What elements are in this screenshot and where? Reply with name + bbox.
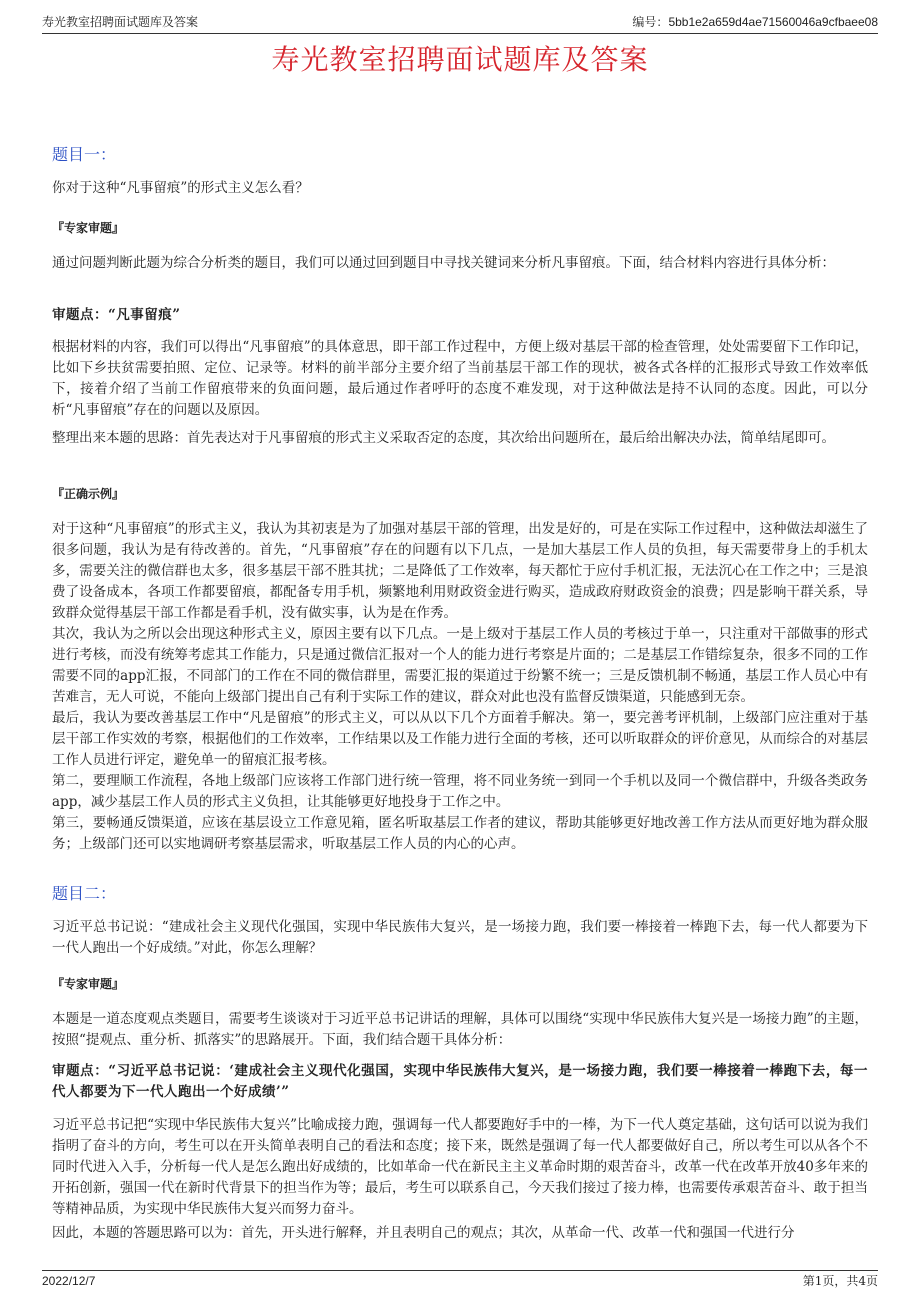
q2-answer-start: 因此，本题的答题思路可以为：首先，开头进行解释，并且表明自己的观点；其次，从革命一代、改革一代和强国一代进行分 bbox=[52, 1225, 795, 1241]
q1-answer-tag: 『正确示例』 bbox=[52, 487, 125, 501]
q2-expert-tag: 『专家审题』 bbox=[52, 977, 125, 991]
q2-analysis: 本题是一道态度观点类题目，需要考生谈谈对于习近平总书记讲话的理解，具体可以围绕“实现中华民族伟大复兴是一场接力跑”的主题，按照“提观点、重分析、抓落实”的思路展开。下面，我们结合题干具体分析： bbox=[52, 1011, 868, 1048]
q1-answer-paragraph: 其次，我认为之所以会出现这种形式主义，原因主要有以下几点。一是上级对于基层工作人员的考核过于单一，只注重对干部做事的形式进行考核，而没有统筹考虑其工作能力，只是通过微信汇报对一个人的能力进行考察是片面的；二是基层工作错综复杂，很多不同的工作需要不同的app汇报，不同部门的工作在不同的微信群里，需要汇报的渠道过于纷繁不统一；三是反馈机制不畅通，基层工作人员心中有苦难言，无人可说，不能向上级部门提出自己有利于实际工作的建议，群众对此也没有监督反馈渠道，只能感到无奈。 bbox=[52, 626, 868, 705]
q1-answer-paragraph: 第二，要理顺工作流程，各地上级部门应该将工作部门进行统一管理，将不同业务统一到同一个手机以及同一个微信群中，升级各类政务app，减少基层工作人员的形式主义负担，让其能够更好地投身于工作之中。 bbox=[52, 773, 868, 810]
q1-answer bbox=[52, 519, 868, 855]
q1-expert-tag: 『专家审题』 bbox=[52, 221, 125, 235]
q1-answer-paragraph: 最后，我认为要改善基层工作中“凡是留痕”的形式主义，可以从以下几个方面着手解决。第一，要完善考评机制，上级部门应注重对于基层干部工作实效的考察，根据他们的工作效率，工作结果以及工作能力进行全面的考核，还可以听取群众的评价意见，从而综合的对基层工作人员进行评定，避免单一的留痕汇报考核。 bbox=[52, 710, 868, 768]
q1-analysis: 通过问题判断此题为综合分析类的题目，我们可以通过回到题目中寻找关键词来分析凡事留痕。下面，结合材料内容进行具体分析： bbox=[52, 255, 835, 271]
q1-answer-paragraph: 对于这种“凡事留痕”的形式主义，我认为其初衷是为了加强对基层干部的管理，出发是好的，可是在实际工作过程中，这种做法却滋生了很多问题，我认为是有待改善的。首先，“凡事留痕”存在的问题有以下几点，一是加大基层工作人员的负担，每天需要带身上的手机太多，需要关注的微信群也太多，很多基层干部不胜其扰；二是降低了工作效率，每天都忙于应付手机汇报，无法沉心在工作之中；三是浪费了设备成本，各项工作都要留痕，都配备专用手机，频繁地利用财政资金进行购买，造成政府财政资金的浪费；四是影响干群关系，导致群众觉得基层干部工作都是看手机，没有做实事，认为是在作秀。 bbox=[52, 521, 868, 621]
q2-question: 习近平总书记说：“建成社会主义现代化强国，实现中华民族伟大复兴，是一场接力跑，我们要一棒接着一棒跑下去，每一代人都要为下一代人跑出一个好成绩。”对此，你怎么理解？ bbox=[52, 919, 868, 956]
q1-answer-paragraph: 第三，要畅通反馈渠道，应该在基层设立工作意见箱，匿名听取基层工作者的建议，帮助其能够更好地改善工作方法从而更好地为群众服务；上级部门还可以实地调研考察基层需求，听取基层工作人员的内心的心声。 bbox=[52, 815, 868, 852]
header-doc-name: 寿光教室招聘面试题库及答案 bbox=[42, 15, 199, 29]
header-code-label: 编号： bbox=[632, 15, 669, 29]
q1-point-title: 审题点：“凡事留痕” bbox=[52, 307, 181, 323]
q1-approach: 整理出来本题的思路：首先表达对于凡事留痕的形式主义采取否定的态度，其次给出问题所在，最后给出解决办法，简单结尾即可。 bbox=[52, 430, 835, 446]
q2-point-text: 习近平总书记把“实现中华民族伟大复兴”比喻成接力跑，强调每一代人都要跑好手中的一棒，为下一代人奠定基础，这句话可以说为我们指明了奋斗的方向，考生可以在开头简单表明自己的看法和态度；接下来，既然是强调了每一代人都要做好自己，所以考生可以从各个不同时代进入入手，分析每一代人是怎么跑出好成绩的，比如革命一代在新民主主义革命时期的艰苦奋斗，改革一代在改革开放40多年来的开拓创新，强国一代在新时代背景下的担当作为等；最后，考生可以联系自己，今天我们接过了接力棒，也需要传承艰苦奋斗、敢于担当等精神品质，为实现中华民族伟大复兴而努力奋斗。 bbox=[52, 1117, 868, 1217]
q1-point-text: 根据材料的内容，我们可以得出“凡事留痕”的具体意思，即干部工作过程中，方便上级对基层干部的检查管理，处处需要留下工作印记，比如下乡扶贫需要拍照、定位、记录等。材料的前半部分主要介绍了当前基层干部工作的现状，被各式各样的汇报形式导致工作效率低下，接着介绍了当前工作留痕带来的负面问题，最后通过作者呼吁的态度不难发现，对于这种做法是持不认同的态度。因此，可以分析“凡事留痕”存在的问题以及原因。 bbox=[52, 339, 868, 418]
q1-heading: 题目一： bbox=[52, 145, 117, 164]
header-code-value: 5bb1e2a659d4ae71560046a9cfbaee08 bbox=[668, 15, 878, 29]
q1-question: 你对于这种“凡事留痕”的形式主义怎么看？ bbox=[52, 180, 309, 196]
document-title: 寿光教室招聘面试题库及答案 bbox=[271, 43, 649, 76]
page-footer bbox=[42, 1270, 878, 1289]
footer-date: 2022/12/7 bbox=[42, 1274, 96, 1288]
header-doc-code bbox=[632, 13, 878, 31]
q2-point-title: 审题点：“习近平总书记说：‘建成社会主义现代化强国，实现中华民族伟大复兴，是一场接力跑，我们要一棒接着一棒跑下去，每一代人都要为下一代人跑出一个好成绩’” bbox=[52, 1063, 868, 1100]
page-header bbox=[42, 13, 878, 34]
q2-heading: 题目二： bbox=[52, 884, 117, 903]
footer-page-info: 第1页，共4页 bbox=[802, 1274, 878, 1288]
